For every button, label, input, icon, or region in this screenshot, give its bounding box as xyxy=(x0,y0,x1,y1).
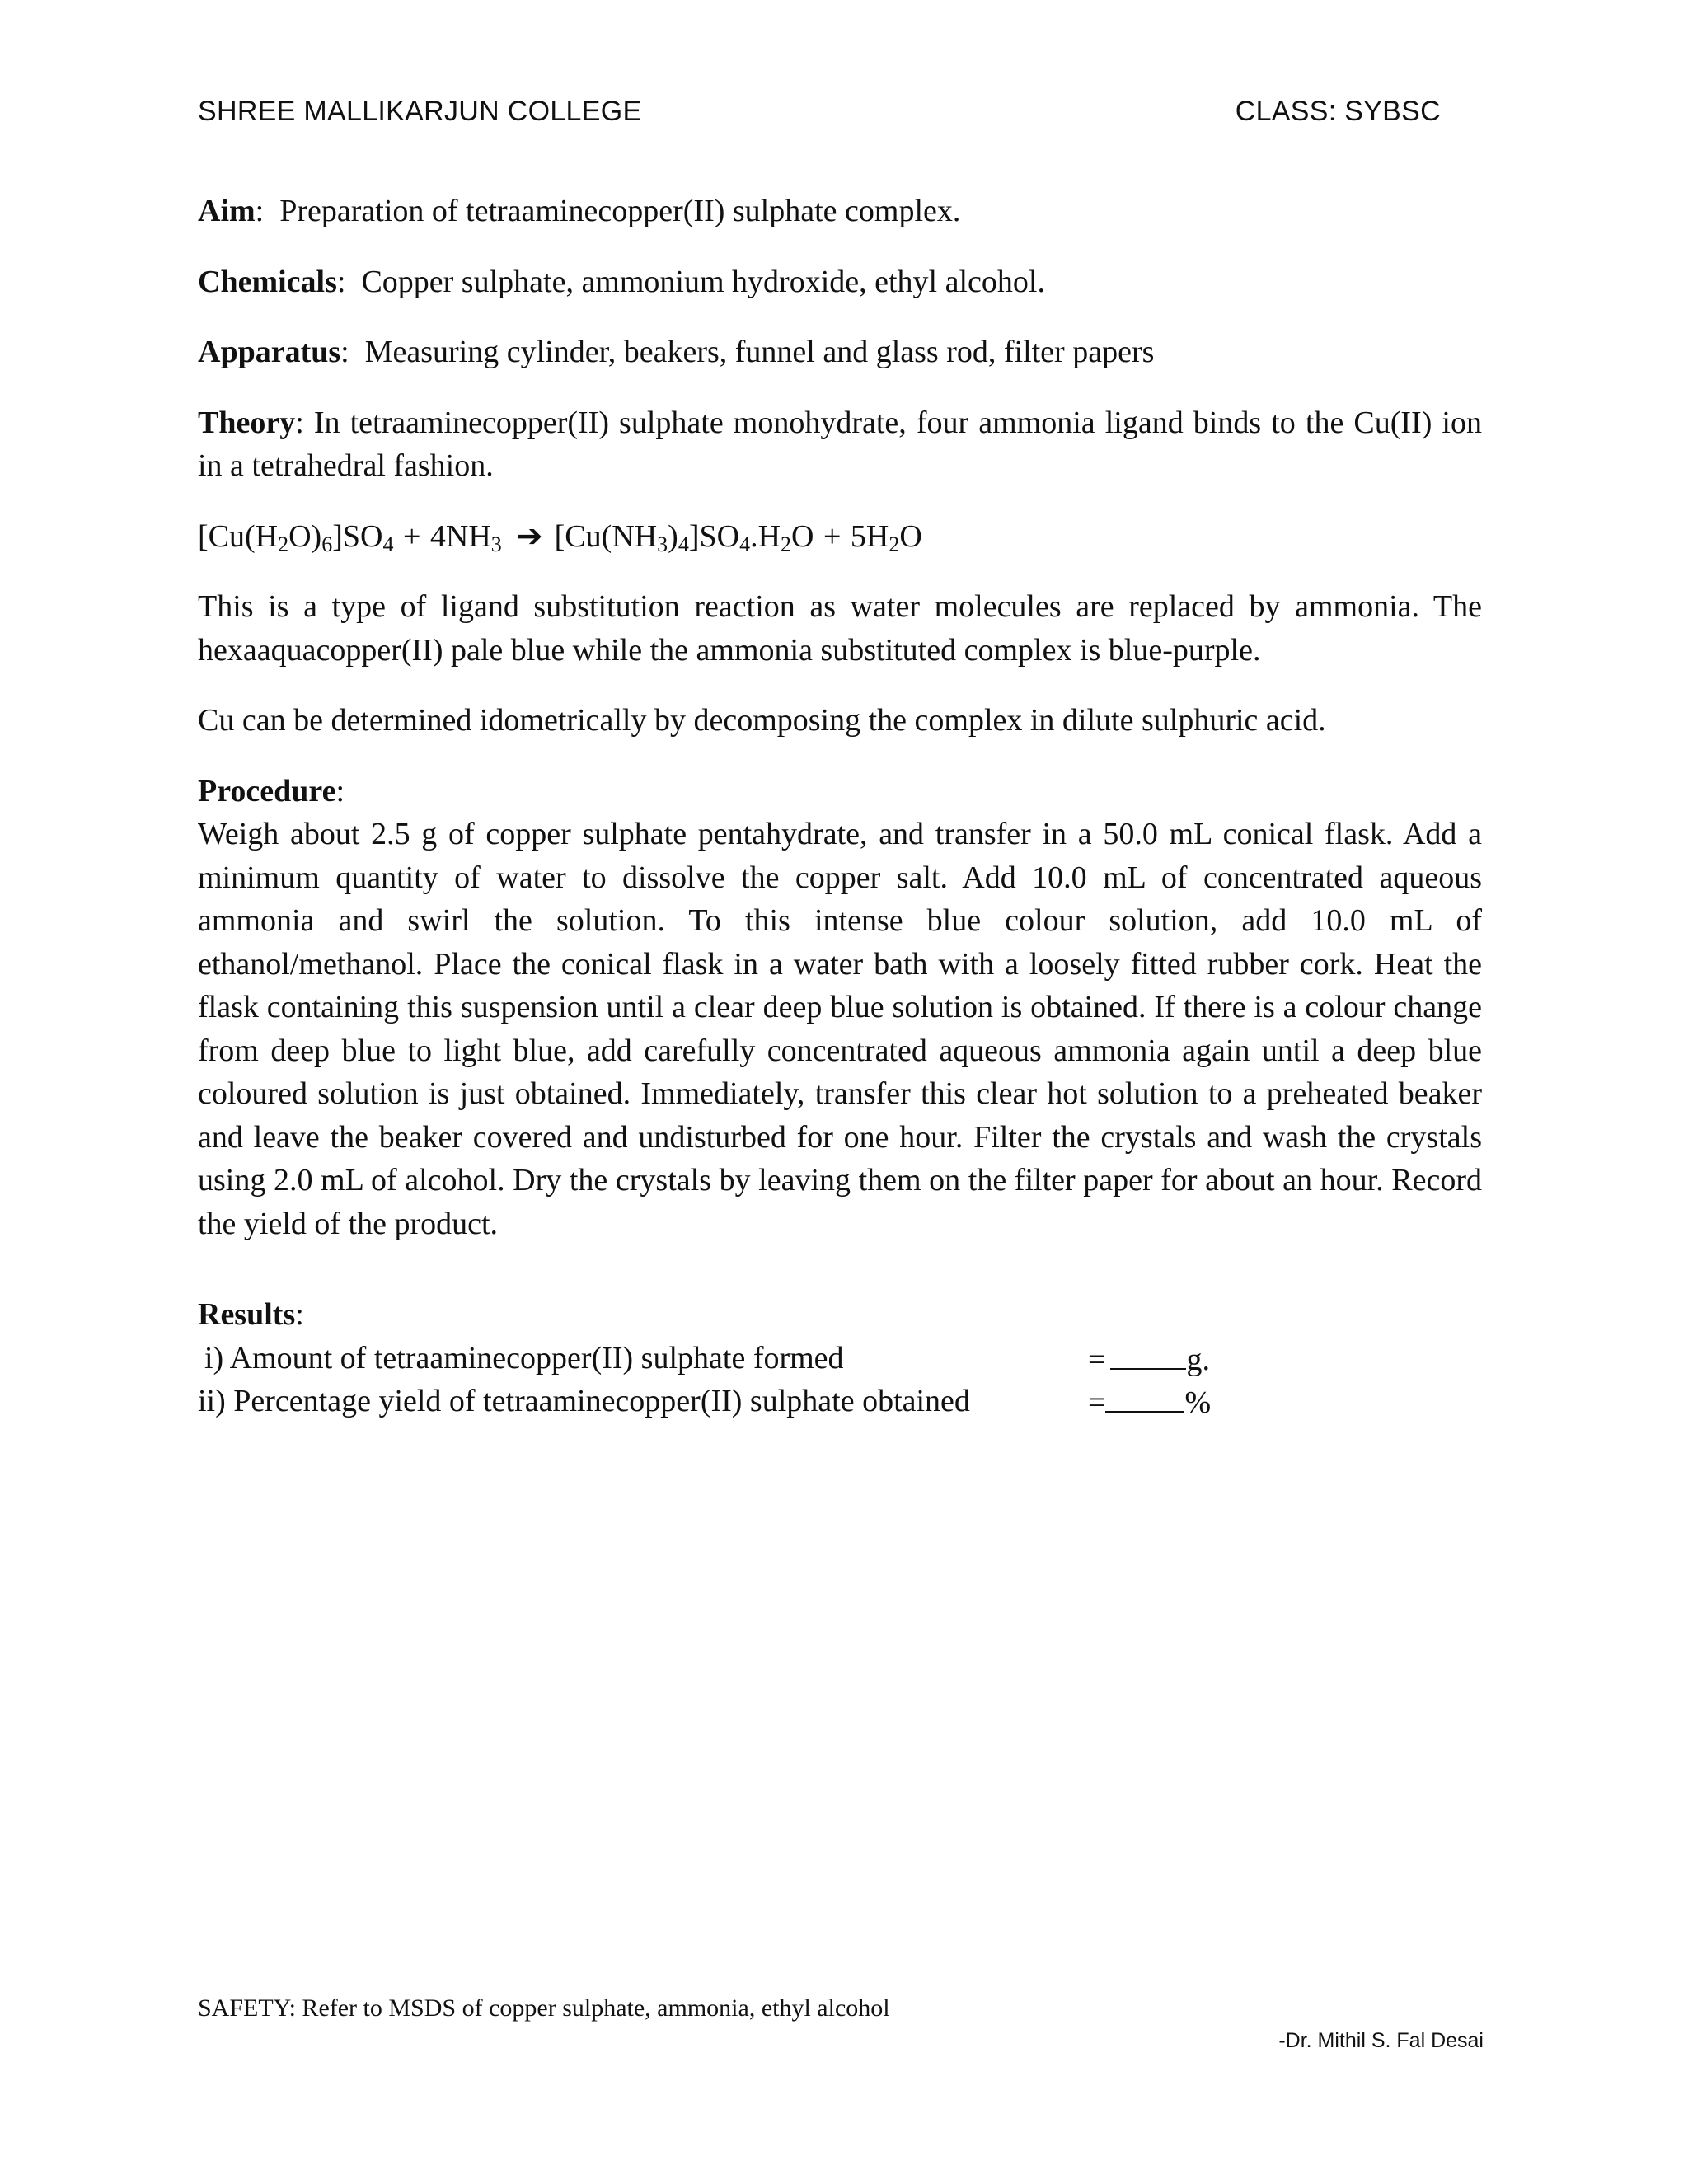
eq-sub: 2 xyxy=(278,532,289,556)
eq-sub: 2 xyxy=(889,532,900,556)
aim-text: Preparation of tetraaminecopper(II) sulphate complex. xyxy=(279,194,961,228)
safety-note: SAFETY: Refer to MSDS of copper sulphate, ammonia, ethyl alcohol xyxy=(198,1994,890,2022)
apparatus-label: Apparatus xyxy=(198,335,341,369)
eq-sub: 3 xyxy=(657,532,668,556)
result-text: ii) Percentage yield of tetraaminecopper(II) sulphate obtained xyxy=(198,1384,970,1418)
result-row xyxy=(198,1337,1482,1380)
eq-part: + 4NH xyxy=(393,518,491,554)
eq-part: O xyxy=(899,518,922,554)
eq-sub: 3 xyxy=(490,532,502,556)
procedure-label: Procedure xyxy=(198,773,336,808)
eq-sub: 4 xyxy=(382,532,394,556)
result-text: i) Amount of tetraaminecopper(II) sulphate formed xyxy=(204,1340,844,1376)
answer-blank xyxy=(1105,1380,1184,1413)
results-section: Results: i) Amount of tetraaminecopper(II) sulphate formed = g. ii) Percentage yield of tetraaminecopper(II) sulphate obtained = % xyxy=(198,1293,1482,1423)
eq-part: ) xyxy=(668,518,678,554)
apparatus-text: Measuring cylinder, beakers, funnel and glass rod, filter papers xyxy=(364,335,1155,369)
chemicals-label: Chemicals xyxy=(198,264,337,299)
aim-label: Aim xyxy=(198,194,256,228)
chemicals-text: Copper sulphate, ammonium hydroxide, ethyl alcohol. xyxy=(361,264,1045,299)
eq-sub: 6 xyxy=(321,532,333,556)
result-unit: g. xyxy=(1186,1342,1210,1377)
eq-part: ]SO xyxy=(332,518,383,554)
eq-part: [Cu(H xyxy=(198,518,279,554)
eq-sub: 4 xyxy=(739,532,751,556)
eq-sub: 4 xyxy=(678,532,689,556)
chemicals-section: Chemicals: Copper sulphate, ammonium hydroxide, ethyl alcohol. xyxy=(198,264,1045,299)
eq-part: [Cu(NH xyxy=(554,518,658,554)
result-unit: % xyxy=(1184,1385,1212,1420)
answer-blank xyxy=(1110,1337,1186,1370)
aim-section: Aim: Preparation of tetraaminecopper(II) sulphate complex. xyxy=(198,194,961,228)
result-value xyxy=(1088,1337,1210,1382)
results-label: Results xyxy=(198,1297,296,1332)
result-value xyxy=(1088,1380,1211,1425)
copper-determination-paragraph: Cu can be determined idometrically by decomposing the complex in dilute sulphuric acid. xyxy=(198,703,1326,738)
result-equals: = xyxy=(1088,1385,1106,1420)
theory-label: Theory xyxy=(198,405,296,440)
reaction-arrow-icon: ➔ xyxy=(516,518,543,554)
eq-part: O) xyxy=(288,518,322,554)
theory-text: In tetraaminecopper(II) sulphate monohydrate, four ammonia ligand binds to the Cu(II) ion in a tetrahedral fashion. xyxy=(198,405,1482,483)
eq-part: O + 5H xyxy=(791,518,889,554)
eq-part: ]SO xyxy=(688,518,740,554)
result-row xyxy=(198,1380,1482,1423)
apparatus-section: Apparatus: Measuring cylinder, beakers, funnel and glass rod, filter papers xyxy=(198,335,1155,369)
eq-sub: 2 xyxy=(781,532,792,556)
substitution-paragraph: This is a type of ligand substitution reaction as water molecules are replaced by ammonia. The hexaaquacopper(II) pale blue while the ammonia substituted complex is blue-purple. xyxy=(198,589,1482,668)
procedure-section: Procedure: Weigh about 2.5 g of copper sulphate pentahydrate, and transfer in a 50.0 mL conical flask. Add a minimum quantity of water to dissolve the copper salt. Add 10.0 mL of concentrated aqueous ammonia and swirl the solution. To this intense blue colour solution, add 10.0 mL of ethanol/methanol. Place the conical flask in a water bath with a loosely fitted rubber cork. Heat the flask containing this suspension until a clear deep blue solution is obtained. If there is a colour change from deep blue to light blue, add carefully concentrated aqueous ammonia again until a deep blue coloured solution is just obtained. Immediately, transfer this clear hot solution to a preheated beaker and leave the beaker covered and undisturbed for one hour. Filter the crystals and wash the crystals using 2.0 mL of alcohol. Dry the crystals by leaving them on the filter paper for about an hour. Record the yield of the product. xyxy=(198,770,1482,1246)
theory-section: Theory: In tetraaminecopper(II) sulphate monohydrate, four ammonia ligand binds to the Cu(II) ion in a tetrahedral fashion. xyxy=(198,405,1482,483)
header-college: SHREE MALLIKARJUN COLLEGE xyxy=(198,96,642,127)
reaction-equation xyxy=(198,515,1482,559)
eq-part: .H xyxy=(750,518,781,554)
result-equals: = xyxy=(1088,1342,1106,1377)
header-class: CLASS: SYBSC xyxy=(1235,96,1441,127)
author-signature: -Dr. Mithil S. Fal Desai xyxy=(1278,2029,1484,2052)
procedure-text: Weigh about 2.5 g of copper sulphate pentahydrate, and transfer in a 50.0 mL conical flask. Add a minimum quantity of water to dissolve the copper salt. Add 10.0 mL of concentrated aqueous ammonia and swirl the solution. To this intense blue colour solution, add 10.0 mL of ethanol/methanol. Place the conical flask in a water bath with a loosely fitted rubber cork. Heat the flask containing this suspension until a clear deep blue solution is obtained. If there is a colour change from deep blue to light blue, add carefully concentrated aqueous ammonia again until a deep blue coloured solution is just obtained. Immediately, transfer this clear hot solution to a preheated beaker and leave the beaker covered and undisturbed for one hour. Filter the crystals and wash the crystals using 2.0 mL of alcohol. Dry the crystals by leaving them on the filter paper for about an hour. Record the yield of the product. xyxy=(198,817,1482,1241)
document-body xyxy=(198,190,1482,1423)
